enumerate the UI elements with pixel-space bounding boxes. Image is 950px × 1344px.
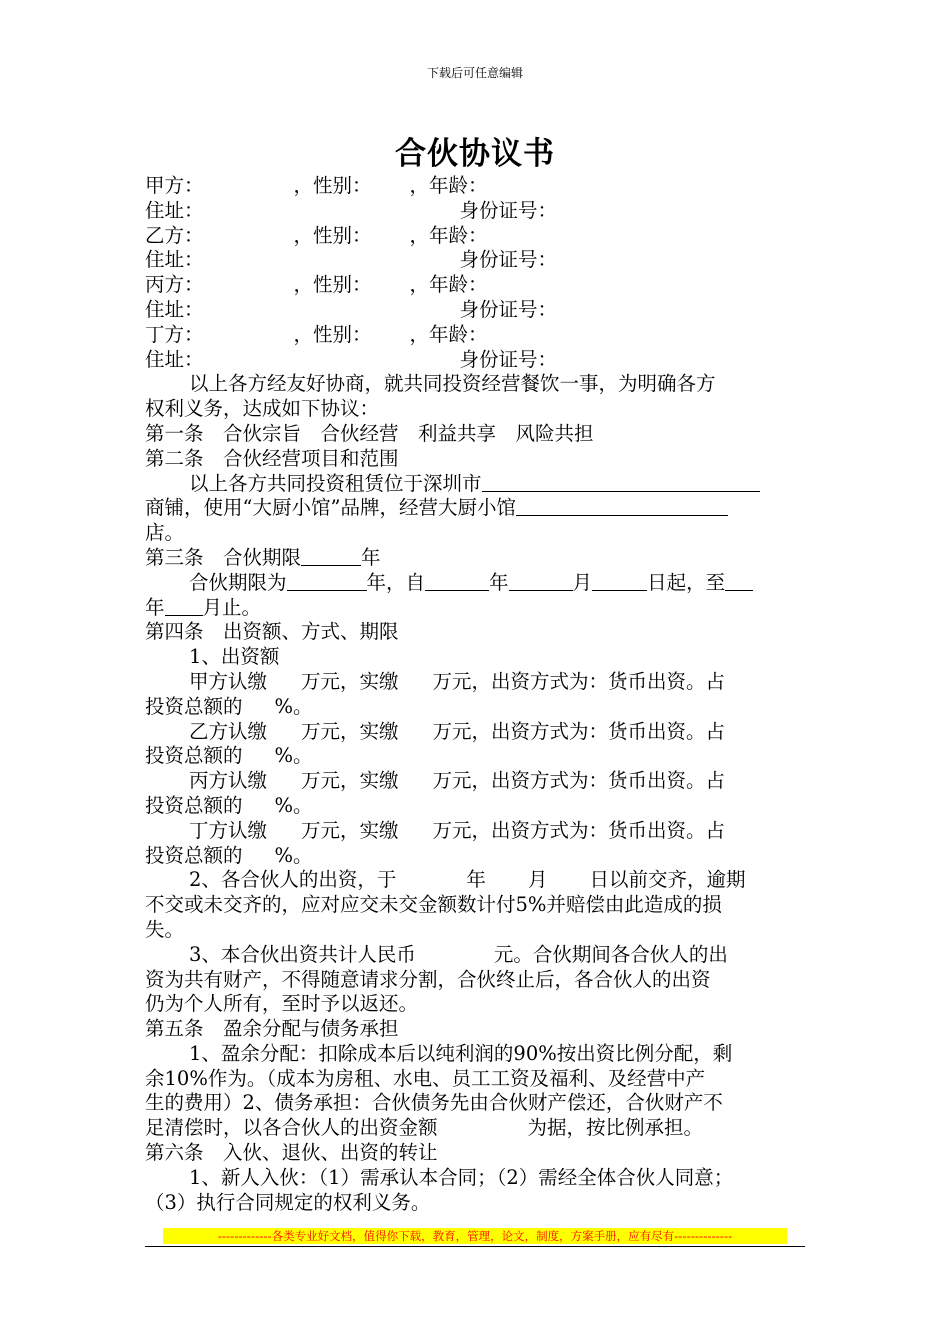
article-5-heading: 第五条 盈余分配与债务承担	[145, 1017, 399, 1041]
age-label: ，年龄：	[409, 273, 488, 297]
footer-divider	[145, 1246, 805, 1247]
article-4-para-2-line-3: 失。	[145, 917, 185, 941]
gender-label: ，性别：	[293, 223, 372, 247]
article-5-line-2: 余10%作为。（成本为房租、水电、员工工资及福利、及经营中产	[145, 1066, 706, 1090]
party-block-a	[145, 174, 815, 224]
id-label: 身份证号：	[459, 347, 558, 371]
contribution-text: 万元，实缴	[301, 719, 399, 743]
article-6-line-1: 1、新人入伙：（1）需承认本合同；（2）需经全体合伙人同意；	[189, 1165, 734, 1189]
address-label: 住址：	[145, 198, 204, 222]
blank-field	[301, 547, 361, 566]
article-5-text: 为据，按比例承担。	[527, 1116, 704, 1140]
contribution-text: %。	[274, 744, 313, 768]
article-5-text: 足清偿时，以各合伙人的出资金额	[145, 1116, 438, 1140]
contribution-text: %。	[274, 793, 313, 817]
article-4-text: 3、本合伙出资共计人民币	[189, 942, 416, 966]
contribution-text: 投资总额的	[145, 694, 243, 718]
article-4-heading: 第四条 出资额、方式、期限	[145, 620, 399, 644]
intro-line-2: 权利义务，达成如下协议：	[145, 397, 380, 421]
contribution-text: 万元，实缴	[301, 669, 399, 693]
article-2-text: 以上各方共同投资租赁位于深圳市	[189, 471, 482, 495]
article-6-line-2: （3）执行合同规定的权利义务。	[145, 1190, 431, 1214]
blank-field	[165, 597, 203, 616]
article-3-text: 日起，至	[647, 570, 726, 594]
document-title: 合伙协议书	[395, 136, 555, 172]
article-3-text: 月	[572, 570, 593, 594]
age-label: ，年龄：	[409, 174, 488, 197]
article-1-heading: 第一条 合伙宗旨 合伙经营 利益共享 风险共担	[145, 421, 594, 445]
party-block-c	[145, 273, 815, 323]
article-4-text: 日以前交齐，逾期	[589, 868, 746, 892]
contribution-text: 投资总额的	[145, 744, 243, 768]
contribution-text: 万元，实缴	[301, 818, 399, 842]
id-label: 身份证号：	[459, 297, 558, 321]
article-3-text: 年	[145, 595, 165, 619]
gender-label: ，性别：	[293, 273, 372, 297]
article-4-text: 2、各合伙人的出资，于	[189, 868, 397, 892]
party-block-d	[145, 323, 815, 373]
contribution-text: 投资总额的	[145, 793, 243, 817]
article-3-text: 年，自	[366, 570, 426, 594]
article-3-text: 月止。	[202, 595, 262, 619]
contribution-c	[145, 769, 815, 819]
party-label: 丙方：	[145, 273, 204, 297]
party-label: 甲方：	[145, 174, 204, 197]
blank-field	[425, 572, 489, 591]
gender-label: ，性别：	[293, 322, 372, 346]
article-4-text: 年	[466, 868, 486, 892]
article-5-line-4	[145, 1116, 815, 1141]
article-2-line-2	[145, 496, 815, 521]
article-4-sub-1: 1、出资额	[189, 645, 280, 669]
age-label: ，年龄：	[409, 322, 488, 346]
article-4-text: 元。合伙期间各合伙人的出	[493, 942, 728, 966]
article-3-line-2	[145, 596, 815, 621]
article-5-line-1: 1、盈余分配：扣除成本后以纯利润的90%按出资比例分配，剩	[189, 1041, 733, 1065]
footer-banner: -------------各类专业好文档，值得你下载，教育，管理，论文，制度，方案手册，应有尽有--------------	[163, 1228, 787, 1244]
party-label: 丁方：	[145, 322, 204, 346]
contribution-text: 丁方认缴	[189, 818, 268, 842]
contribution-text: %。	[274, 843, 313, 867]
intro-line-1: 以上各方经友好协商，就共同投资经营餐饮一事，为明确各方	[189, 372, 716, 396]
contribution-text: 丙方认缴	[189, 769, 268, 793]
address-label: 住址：	[145, 248, 204, 272]
contribution-text: 万元，出资方式为：货币出资。占	[432, 818, 726, 842]
contribution-text: 万元，出资方式为：货币出资。占	[432, 769, 726, 793]
party-label: 乙方：	[145, 223, 204, 247]
article-3-text: 合伙期限为	[189, 570, 287, 594]
article-2-line-3: 店。	[145, 521, 185, 545]
contribution-text: 投资总额的	[145, 843, 243, 867]
contribution-b	[145, 720, 815, 770]
article-3-line-1	[145, 571, 815, 596]
article-6-heading: 第六条 入伙、退伙、出资的转让	[145, 1141, 438, 1165]
address-label: 住址：	[145, 297, 204, 321]
article-4-para-3-line-2: 资为共有财产，不得随意请求分割，合伙终止后，各合伙人的出资	[145, 967, 711, 991]
article-4-para-3-line-3: 仍为个人所有，至时予以返还。	[145, 992, 419, 1016]
article-2-heading: 第二条 合伙经营项目和范围	[145, 446, 399, 470]
address-label: 住址：	[145, 347, 204, 371]
contribution-text: 万元，出资方式为：货币出资。占	[432, 669, 726, 693]
blank-field	[592, 572, 647, 591]
blank-field	[516, 497, 728, 516]
article-5-line-3: 生的费用）2、债务承担：合伙债务先由合伙财产偿还，合伙财产不	[145, 1091, 723, 1115]
article-2-line-1	[145, 472, 815, 497]
gender-label: ，性别：	[293, 174, 372, 197]
article-2-text: 商铺，使用“大厨小馆”品牌，经营大厨小馆	[145, 496, 516, 520]
article-4-para-3-line-1	[145, 943, 815, 968]
document-body	[145, 174, 815, 1215]
blank-field	[725, 572, 753, 591]
id-label: 身份证号：	[459, 248, 558, 272]
blank-field	[509, 572, 573, 591]
contribution-text: 万元，实缴	[301, 769, 399, 793]
blank-field	[482, 473, 760, 492]
contribution-text: %。	[274, 694, 313, 718]
article-3-text: 年	[361, 545, 381, 569]
article-4-para-2-line-2: 不交或未交齐的，应对应交未交金额数计付5%并赔偿由此造成的损	[145, 893, 722, 917]
blank-field	[287, 572, 367, 591]
contribution-d	[145, 819, 815, 869]
article-3-text: 第三条 合伙期限	[145, 545, 302, 569]
article-4-para-2-line-1	[145, 868, 815, 893]
party-block-b	[145, 224, 815, 274]
article-3-heading	[145, 546, 815, 571]
contribution-text: 万元，出资方式为：货币出资。占	[432, 719, 726, 743]
contribution-a	[145, 670, 815, 720]
id-label: 身份证号：	[459, 198, 558, 222]
article-3-text: 年	[489, 570, 509, 594]
contribution-text: 甲方认缴	[189, 669, 268, 693]
age-label: ，年龄：	[409, 223, 488, 247]
article-4-text: 月	[527, 868, 548, 892]
contribution-text: 乙方认缴	[189, 719, 268, 743]
header-note: 下载后可任意编辑	[426, 66, 523, 80]
